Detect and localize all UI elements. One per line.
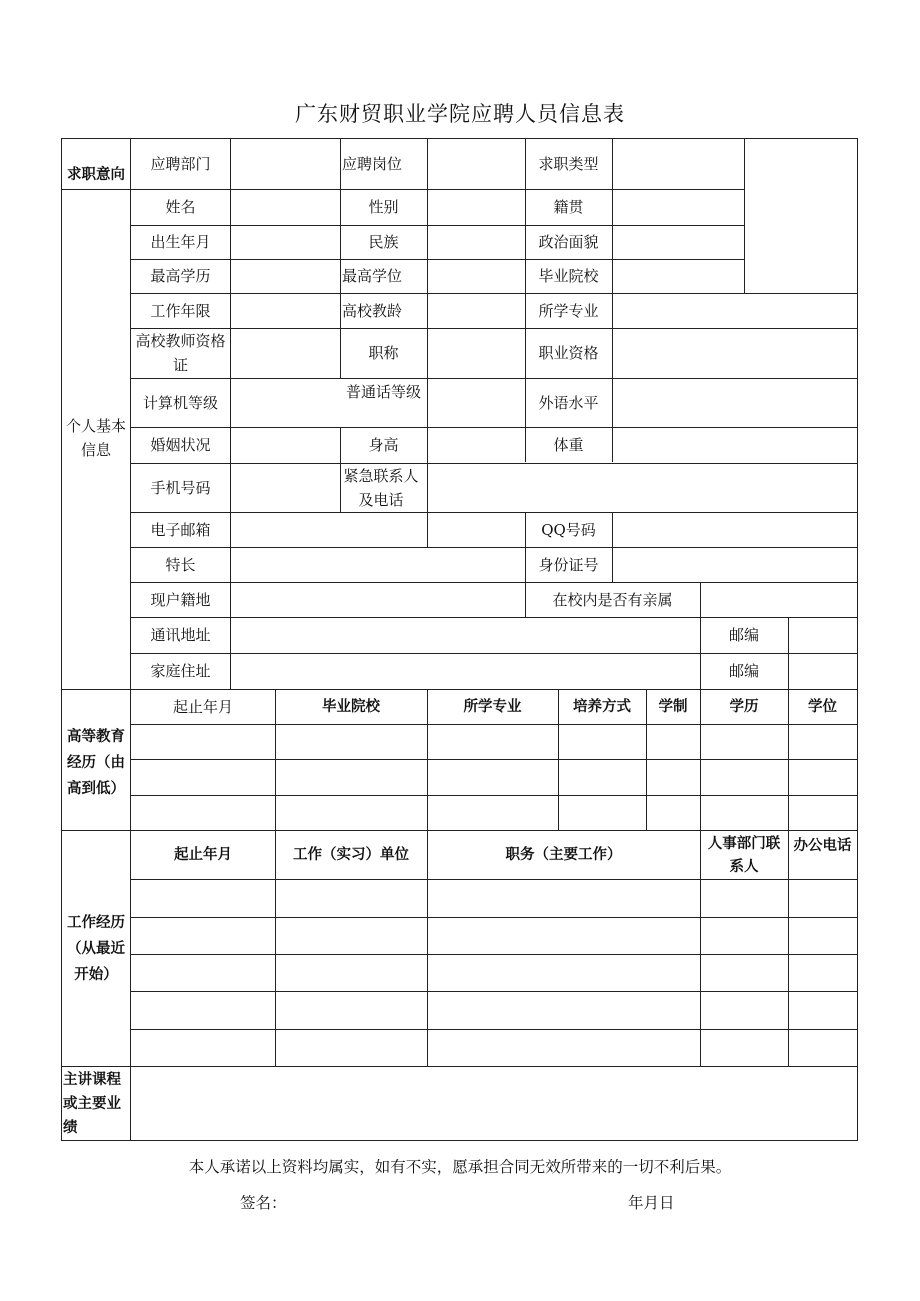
label-mandarin: 普通话等级 bbox=[345, 383, 421, 401]
label-qualification: 职业资格 bbox=[538, 344, 599, 362]
job-intent-section-label: 求职意向 bbox=[67, 167, 125, 183]
label-name: 姓名 bbox=[165, 198, 196, 216]
work-header-period: 起止年月 bbox=[174, 846, 232, 863]
label-graduated-school: 毕业院校 bbox=[538, 267, 599, 285]
signature-label: 签名： bbox=[240, 1194, 287, 1212]
edu-header-education: 学历 bbox=[729, 698, 759, 715]
date-label: 年月日 bbox=[628, 1194, 675, 1212]
work-section-label: 工作经历（从最近开始） bbox=[67, 915, 125, 983]
label-title: 职称 bbox=[368, 344, 399, 362]
edu-header-duration: 学制 bbox=[658, 698, 688, 715]
label-birth: 出生年月 bbox=[150, 233, 211, 251]
label-computer: 计算机等级 bbox=[142, 393, 218, 412]
label-hukou: 现户籍地 bbox=[150, 590, 211, 609]
label-job-type: 求职类型 bbox=[538, 154, 599, 173]
label-ethnicity: 民族 bbox=[368, 233, 399, 251]
label-education: 最高学历 bbox=[150, 267, 211, 285]
edu-header-school: 毕业院校 bbox=[322, 698, 380, 715]
label-political: 政治面貌 bbox=[538, 233, 599, 251]
label-emergency: 紧急联系人及电话 bbox=[343, 466, 419, 509]
label-postcode-2: 邮编 bbox=[728, 662, 759, 680]
input-job-type[interactable] bbox=[613, 139, 743, 189]
input-post[interactable] bbox=[428, 139, 524, 189]
label-qq: QQ号码 bbox=[541, 520, 596, 539]
work-header-position: 职务（主要工作） bbox=[505, 846, 622, 863]
edu-header-degree: 学位 bbox=[808, 698, 837, 715]
label-degree: 最高学位 bbox=[342, 267, 403, 285]
label-major: 所学专业 bbox=[538, 301, 599, 320]
personal-section-label: 个人基本信息 bbox=[65, 417, 126, 459]
work-header-hr-contact: 人事部门联系人 bbox=[707, 836, 781, 875]
label-native-place: 籍贯 bbox=[553, 198, 584, 216]
label-height: 身高 bbox=[368, 436, 399, 454]
courses-section-label: 主讲课程或主要业绩 bbox=[63, 1072, 121, 1136]
courses-input[interactable] bbox=[131, 1067, 857, 1140]
label-phone: 手机号码 bbox=[150, 478, 211, 497]
label-email: 电子邮箱 bbox=[150, 520, 211, 539]
education-section-label: 高等教育经历（由高到低） bbox=[67, 729, 125, 797]
photo-area[interactable] bbox=[745, 139, 857, 293]
label-dept: 应聘部门 bbox=[150, 154, 211, 173]
label-post: 应聘岗位 bbox=[342, 154, 403, 173]
label-mail-address: 通讯地址 bbox=[150, 626, 211, 644]
edu-header-mode: 培养方式 bbox=[573, 698, 631, 715]
input-dept[interactable] bbox=[231, 139, 339, 189]
work-header-unit: 工作（实习）单位 bbox=[293, 846, 409, 863]
label-specialty: 特长 bbox=[165, 555, 196, 574]
label-gender: 性别 bbox=[368, 198, 399, 216]
label-marital: 婚姻状况 bbox=[150, 436, 211, 454]
label-teaching-years: 高校教龄 bbox=[342, 301, 403, 320]
label-id-number: 身份证号 bbox=[538, 555, 599, 574]
label-postcode: 邮编 bbox=[728, 626, 759, 644]
commitment-statement: 本人承诺以上资料均属实，如有不实，愿承担合同无效所带来的一切不利后果。 bbox=[188, 1158, 732, 1176]
form-title: 广东财贸职业学院应聘人员信息表 bbox=[295, 102, 625, 126]
edu-header-period: 起止年月 bbox=[172, 697, 233, 716]
label-foreign-lang: 外语水平 bbox=[538, 393, 599, 412]
work-header-office-phone: 办公电话 bbox=[793, 838, 852, 854]
label-teacher-cert: 高校教师资格证 bbox=[135, 332, 226, 374]
edu-header-major: 所学专业 bbox=[463, 698, 522, 715]
label-weight: 体重 bbox=[553, 436, 584, 454]
label-home-address: 家庭住址 bbox=[150, 662, 211, 680]
label-relatives: 在校内是否有亲属 bbox=[552, 590, 673, 609]
label-work-years: 工作年限 bbox=[150, 301, 211, 320]
